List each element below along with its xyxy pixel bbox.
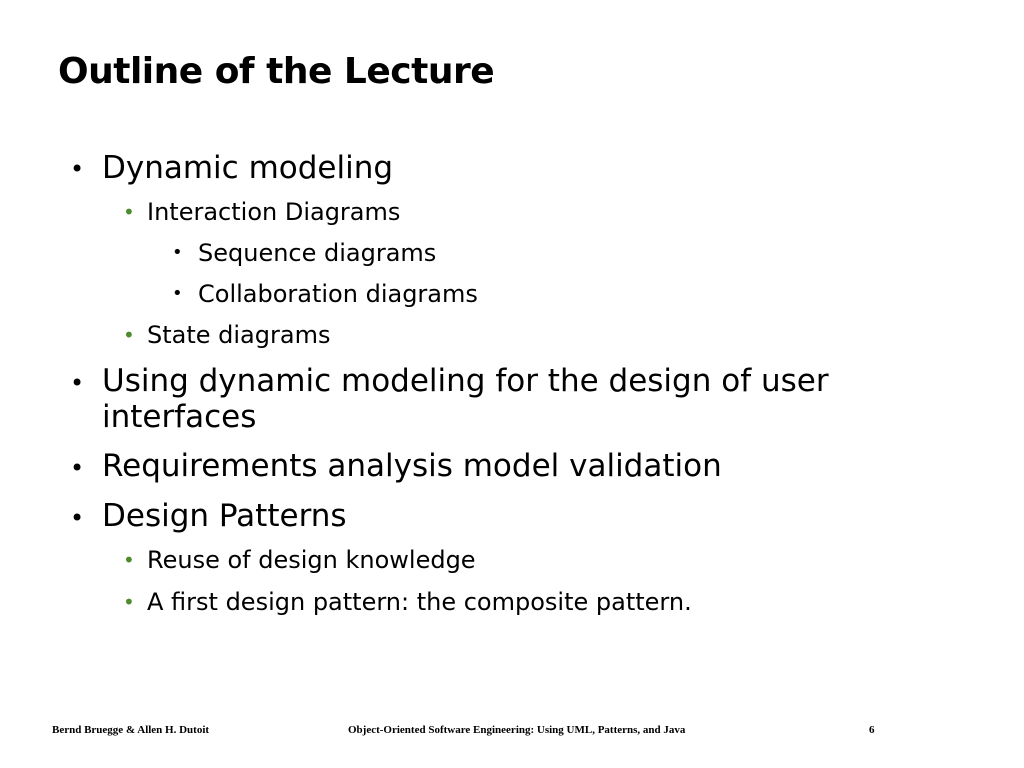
bullet-collaboration-diagrams: Collaboration diagrams [198,280,478,308]
bullet-reuse-knowledge: Reuse of design knowledge [147,546,476,574]
sub-sub-bullet-marker: • [172,242,183,263]
bullet-marker: • [70,155,85,183]
bullet-marker: • [70,369,85,397]
bullet-requirements-validation: Requirements analysis model validation [102,448,722,484]
bullet-using-dynamic-modeling-cont: interfaces [102,399,257,435]
bullet-interaction-diagrams: Interaction Diagrams [147,198,401,226]
bullet-dynamic-modeling: Dynamic modeling [102,150,394,186]
footer-page-number: 6 [869,724,875,736]
sub-bullet-marker: • [123,200,135,224]
bullet-state-diagrams: State diagrams [147,321,331,349]
sub-sub-bullet-marker: • [172,283,183,304]
footer-authors: Bernd Bruegge & Allen H. Dutoit [52,724,210,736]
bullet-marker: • [70,504,85,532]
sub-bullet-marker: • [123,548,135,572]
bullet-sequence-diagrams: Sequence diagrams [198,239,437,267]
bullet-design-patterns: Design Patterns [102,498,347,534]
bullet-using-dynamic-modeling: Using dynamic modeling for the design of user [102,363,829,399]
bullet-marker: • [70,454,85,482]
footer-course-title: Object-Oriented Software Engineering: Using UML, Patterns, and Java [348,724,686,736]
slide-title: Outline of the Lecture [58,51,495,92]
sub-bullet-marker: • [123,590,135,614]
bullet-first-pattern: A first design pattern: the composite pattern. [147,588,692,616]
sub-bullet-marker: • [123,323,135,347]
